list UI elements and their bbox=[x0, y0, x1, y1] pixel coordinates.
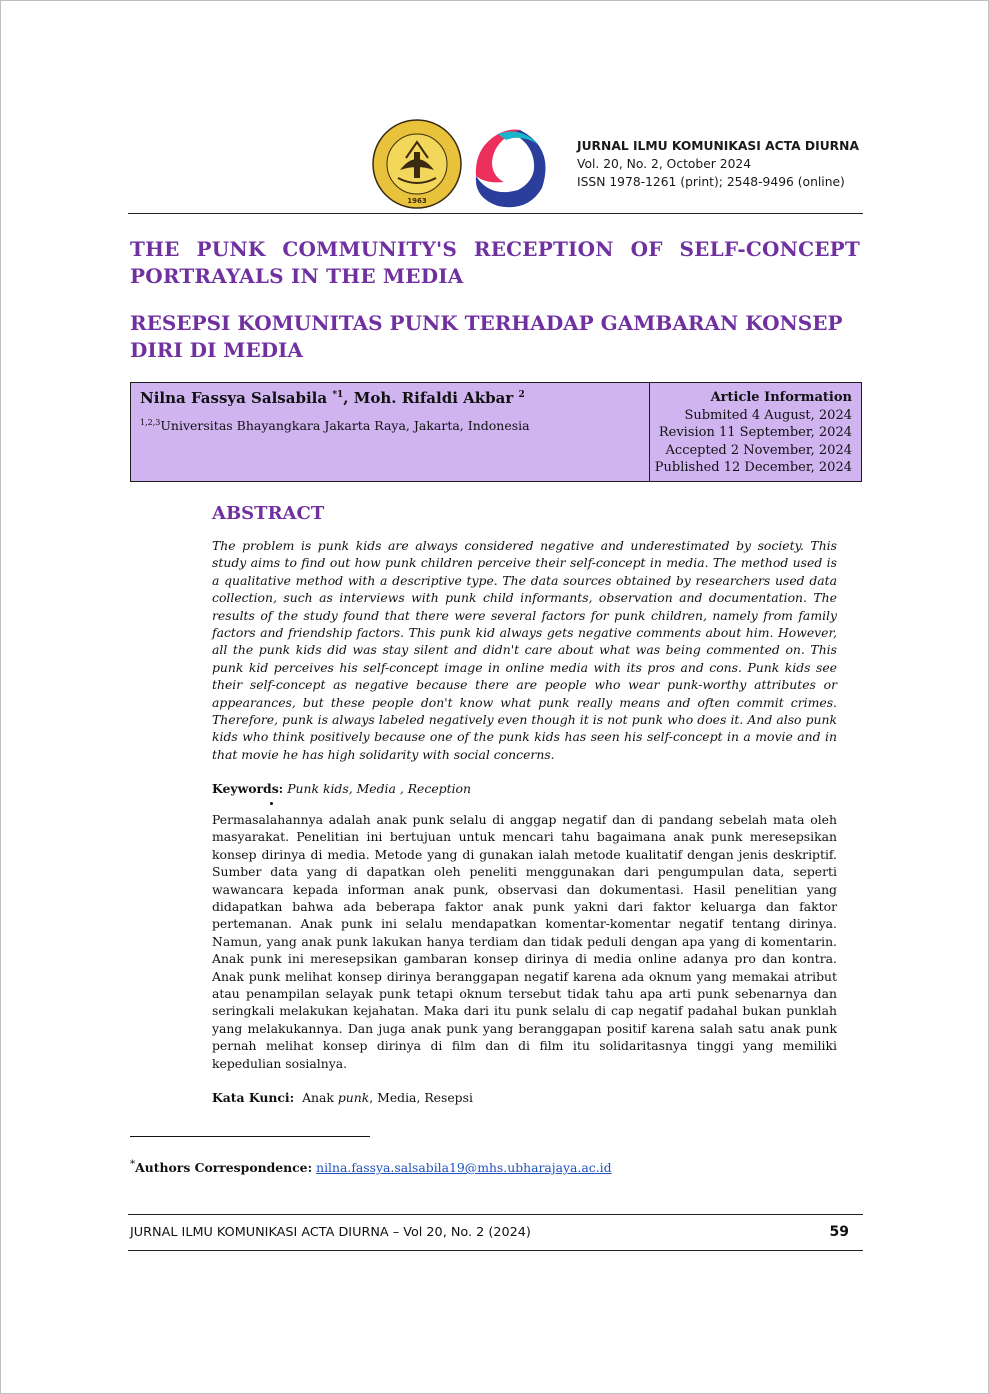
svg-text:1963: 1963 bbox=[407, 197, 427, 205]
kata-kunci-label: Kata Kunci: bbox=[212, 1090, 295, 1105]
bullet-dot bbox=[270, 802, 273, 805]
article-published: Published 12 December, 2024 bbox=[654, 460, 852, 475]
abstract-english: The problem is punk kids are always considered negative and underestimated by society. This study aims to find out how punk children perceive their self-concept in media. The method used is a qualitative method with a descriptive type. The data sources obtained by researchers used data collection, such as interviews with punk child informants, observation and documentation. The results of the study found that there were several factors for punk children, namely from family factors and friendship factors. This punk kid always gets negative comments about him. However, all the punk kids did was stay silent and didn't care about what was being commented on. This punk kid perceives his self-concept image in online media with its pros and cons. Punk kids see their self-concept as negative because there are people who wear punk-worthy attributes or appearances, but these people don't know what punk really means and often commit crimes. Therefore, punk is always labeled negatively even though it is not punk who does it. And also punk kids who think positively because one of the punk kids has seen his self-concept in a movie and in that movie he has high solidarity with social concerns. bbox=[212, 538, 837, 762]
header-rule bbox=[128, 213, 863, 214]
article-submitted: Submited 4 August, 2024 bbox=[684, 407, 852, 423]
author-2-name: Moh. Rifaldi Akbar bbox=[353, 389, 514, 407]
author-names bbox=[140, 389, 525, 407]
author-info-box bbox=[130, 382, 862, 482]
affiliation-text: Universitas Bhayangkara Jakarta Raya, Jakarta, Indonesia bbox=[160, 418, 530, 434]
correspondence-email-link[interactable]: nilna.fassya.salsabila19@mhs.ubharajaya.ac.id bbox=[316, 1160, 612, 1176]
article-accepted: Accepted 2 November, 2024 bbox=[665, 442, 852, 458]
journal-info bbox=[577, 137, 859, 191]
footer-rule-top bbox=[128, 1214, 863, 1215]
author-cell bbox=[131, 383, 650, 481]
journal-name: JURNAL ILMU KOMUNIKASI ACTA DIURNA bbox=[577, 139, 859, 153]
footer-rule-bottom bbox=[128, 1250, 863, 1251]
page-number: 59 bbox=[829, 1224, 849, 1240]
article-info-heading: Article Information bbox=[710, 390, 852, 405]
logo-svg bbox=[370, 118, 555, 212]
footnote bbox=[130, 1158, 612, 1175]
keywords-label: Keywords: bbox=[212, 781, 284, 796]
author-1-name: Nilna Fassya Salsabila bbox=[140, 389, 328, 407]
kata-kunci-part2: punk bbox=[337, 1090, 370, 1105]
journal-issn: ISSN 1978-1261 (print); 2548-9496 (online) bbox=[577, 175, 845, 189]
footnote-label: Authors Correspondence: bbox=[135, 1160, 313, 1176]
abstract-indonesian: Permasalahannya adalah anak punk selalu di anggap negatif dan di pandang sebelah mata oleh masyarakat. Penelitian ini bertujuan untuk mencari tahu bagaimana anak punk meresepsikan konsep dirinya di media. Metode yang di gunakan ialah metode kualitatif dengan jenis deskriptif. Sumber data yang di dapatkan oleh peneliti menggunakan dari pengumpulan data, seperti wawancara kepada informan anak punk, observasi dan dokumentasi. Hasil penelitian yang didapatkan bahwa ada beberapa faktor anak punk yakni dari faktor keluarga dan faktor pertemanan. Anak punk ini selalu mendapatkan komentar-komentar negatif tentang dirinya. Namun, yang anak punk lakukan hanya terdiam dan tidak peduli dengan apa yang di komentarin. Anak punk ini meresepsikan gambaran konsep dirinya di media online adanya pro dan kontra. Anak punk melihat konsep dirinya beranggapan negatif karena ada oknum yang memakai atribut atau penampilan selayak punk tetapi oknum tersebut tidak tahu apa arti punk sebenarnya dan seringkali melakukan kejahatan. Maka dari itu punk selalu di cap negatif padahal bukan punklah yang melakukannya. Dan juga anak punk yang beranggapan positif karena salah satu anak punk pernah melihat konsep dirinya di film dan di film itu solidaritasnya tinggi yang memiliki kepedulian sosialnya. bbox=[212, 812, 837, 1071]
author-1-sup: *1 bbox=[332, 390, 344, 400]
article-information bbox=[647, 389, 852, 477]
affiliation bbox=[140, 418, 530, 433]
footnote-rule bbox=[130, 1136, 370, 1137]
abstract-heading: ABSTRACT bbox=[212, 503, 325, 524]
kata-kunci-part1: Anak bbox=[302, 1090, 338, 1105]
affiliation-sup: 1,2,3 bbox=[140, 418, 161, 427]
article-revision: Revision 11 September, 2024 bbox=[658, 425, 852, 440]
footer-journal: JURNAL ILMU KOMUNIKASI ACTA DIURNA – Vol 20, No. 2 (2024) bbox=[130, 1225, 531, 1240]
footnote-marker: * bbox=[130, 1158, 136, 1170]
acta-diurna-logo-icon bbox=[476, 130, 546, 208]
university-seal-icon bbox=[373, 120, 461, 208]
author-2-sup: 2 bbox=[518, 390, 525, 400]
kata-kunci-part3: , Media, Resepsi bbox=[369, 1090, 473, 1105]
author-separator: , bbox=[343, 389, 354, 407]
title-indonesian: RESEPSI KOMUNITAS PUNK TERHADAP GAMBARAN KONSEP DIRI DI MEDIA bbox=[130, 311, 843, 362]
journal-volume: Vol. 20, No. 2, October 2024 bbox=[577, 157, 752, 171]
title-english: THE PUNK COMMUNITY'S RECEPTION OF SELF-CONCEPT PORTRAYALS IN THE MEDIA bbox=[130, 237, 860, 288]
keywords-values: Punk kids, Media , Reception bbox=[287, 781, 471, 796]
keywords bbox=[212, 781, 471, 796]
journal-logos bbox=[370, 118, 555, 212]
kata-kunci bbox=[212, 1090, 473, 1105]
